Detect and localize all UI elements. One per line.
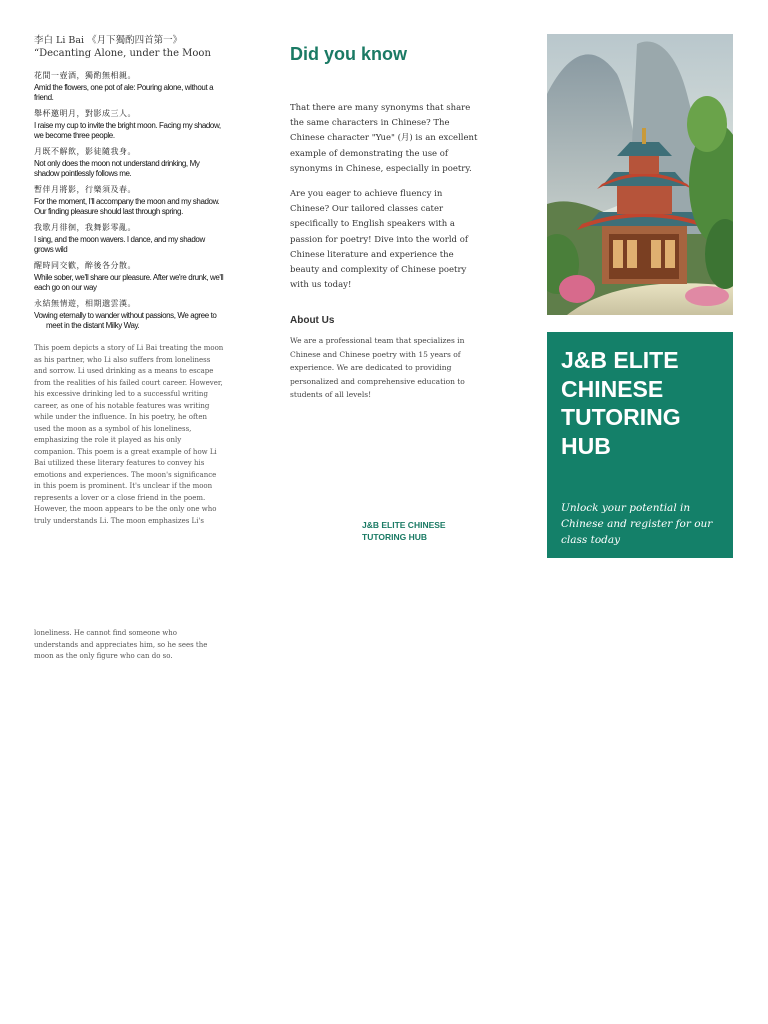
info-column (290, 44, 480, 402)
poem-title (34, 34, 224, 60)
stanza-chinese: 永結無情遊，相期邈雲漢。 (34, 299, 136, 308)
stanza-english: While sober, we'll share our pleasure. After we're drunk, we'll each go on our way (34, 273, 224, 292)
did-you-know-paragraph: That there are many synonyms that share the same characters in Chinese? The Chinese character "Yue" (月) is an excellent example of demonstrating the use of synonyms in Chinese, especially in poetry. (290, 103, 478, 174)
stanza-chinese: 我歌月徘徊，我舞影零亂。 (34, 223, 136, 232)
about-us-paragraph: We are a professional team that specializes in Chinese and Chinese poetry with 15 years of experience. We are dedicated to providing personalized and comprehensive education to students of all levels! (290, 336, 465, 400)
poem-stanzas (34, 70, 224, 331)
stanza (34, 146, 224, 179)
pagoda-illustration (547, 34, 733, 315)
stanza-chinese: 月既不解飲，影徒隨我身。 (34, 147, 136, 156)
stanza-english: I raise my cup to invite the bright moon. Facing my shadow, we become three people. (34, 121, 221, 140)
did-you-know-heading: Did you know (290, 44, 407, 64)
stanza-chinese: 醒時同交歡，醉後各分散。 (34, 261, 136, 270)
stanza-english: For the moment, I'll accompany the moon and my shadow. Our finding pleasure should last through spring. (34, 197, 220, 216)
brand-panel (547, 332, 733, 558)
poem-analysis-continued: loneliness. He cannot find someone who understands and appreciates him, so he sees the moon as the only figure who can do so. (34, 629, 208, 660)
stanza (34, 184, 224, 217)
brand-tagline: Unlock your potential in Chinese and register for our class today (561, 502, 713, 546)
stanza-chinese: 暫伴月將影，行樂須及春。 (34, 185, 136, 194)
stanza (34, 108, 224, 141)
stanza-chinese: 花間一壺酒，獨酌無相親。 (34, 71, 136, 80)
stanza-english: Not only does the moon not understand drinking, My shadow pointlessly follows me. (34, 159, 200, 178)
poem-title-english: “Decanting Alone, under the Moon (34, 48, 211, 59)
stanza-english: Amid the flowers, one pot of ale: Pouring alone, without a friend. (34, 83, 214, 102)
poem-column (34, 34, 224, 527)
stanza (34, 222, 224, 255)
stanza-english: Vowing eternally to wander without passions, We agree to meet in the distant Milky Way. (34, 311, 217, 330)
stanza (34, 70, 224, 103)
stanza-english: I sing, and the moon wavers. I dance, and my shadow grows wild (34, 235, 205, 254)
poem-analysis-paragraph: This poem depicts a story of Li Bai treating the moon as his partner, who Li also suffers from loneliness and sorrow. Li used drinking as a means to escape from the realities of his failed court career. However, his excessive drinking led to a successful writing career, as one of his notable features was writing while under the influence. In his poetry, he often used the moon as a symbol of his loneliness, emphasizing the role it played as his only companion. This poem is a great example of how Li Bai utilized these literary features to convey his emotions and experiences. The moon's significance in this poem is prominent. It's unclear if the moon represents a lover or a close friend in the poem. However, the moon appears to be the only one who truly understands Li. The moon emphasizes Li's (34, 344, 224, 525)
poem-title-chinese: 李白 Li Bai 《月下獨酌四首第一》 (34, 35, 183, 46)
classes-pitch-paragraph: Are you eager to achieve fluency in Chinese? Our tailored classes cater specifically to English speakers with a passion for poetry! Dive into the world of Chinese literature and experience the beauty and complexity of Chinese poetry with us today! (290, 189, 468, 291)
pagoda-illustration-svg (547, 34, 733, 315)
stanza (34, 260, 224, 293)
brand-title: J&B ELITE CHINESE TUTORING HUB (561, 347, 681, 459)
footer-brand-name: J&B ELITE CHINESE TUTORING HUB (362, 520, 446, 542)
stanza (34, 298, 224, 331)
stanza-chinese: 舉杯邀明月，對影成三人。 (34, 109, 136, 118)
about-us-heading: About Us (290, 315, 335, 327)
